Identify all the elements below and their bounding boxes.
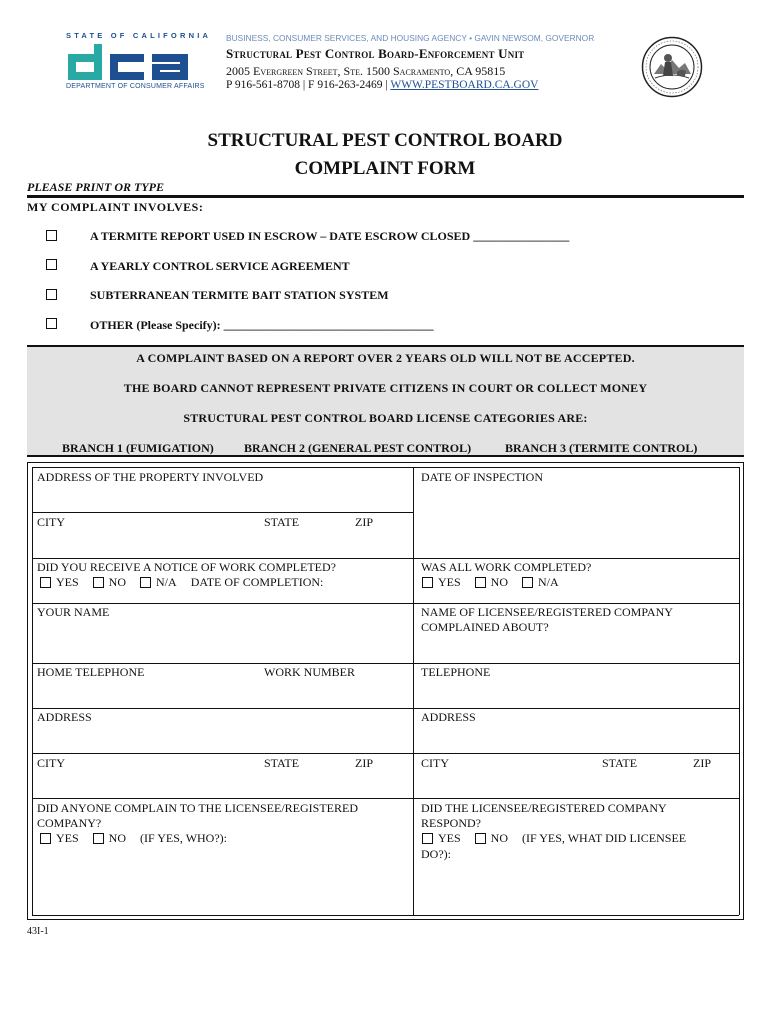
if-yes-what-continued: DO?): xyxy=(421,847,451,861)
licensee-name-label-1[interactable]: NAME OF LICENSEE/REGISTERED COMPANY xyxy=(421,605,673,619)
complain-no-label: NO xyxy=(108,831,127,845)
row-sep-6 xyxy=(32,798,739,799)
anyone-complain-question-2: COMPANY? xyxy=(37,816,102,830)
please-print-note: PLEASE PRINT OR TYPE xyxy=(27,180,165,194)
licensee-respond-options xyxy=(422,831,686,846)
notice-panel xyxy=(27,345,744,457)
licensee-name-label-2: COMPLAINED ABOUT? xyxy=(421,620,549,634)
all-work-no-checkbox[interactable] xyxy=(475,577,486,588)
board-address: 2005 Evergreen Street, Ste. 1500 Sacramento, CA 95815 xyxy=(226,64,506,78)
licensee-respond-question-2: RESPOND? xyxy=(421,816,482,830)
property-state-field[interactable]: STATE xyxy=(264,515,300,529)
all-work-no-label: NO xyxy=(490,575,509,589)
row-sep-4 xyxy=(32,708,739,709)
notice-na-checkbox[interactable] xyxy=(140,577,151,588)
your-state-field[interactable]: STATE xyxy=(264,756,300,770)
if-yes-what-field[interactable]: (IF YES, WHAT DID LICENSEE xyxy=(522,831,687,845)
property-address-field[interactable]: ADDRESS OF THE PROPERTY INVOLVED xyxy=(37,470,264,484)
notice-license-categories: STRUCTURAL PEST CONTROL BOARD LICENSE CATEGORIES ARE: xyxy=(183,411,588,425)
branch-3: BRANCH 3 (TERMITE CONTROL) xyxy=(505,441,698,455)
grid-inner-bottom xyxy=(32,915,739,916)
anyone-complain-options xyxy=(40,831,227,846)
notice-two-years: A COMPLAINT BASED ON A REPORT OVER 2 YEARS OLD WILL NOT BE ACCEPTED. xyxy=(136,351,635,365)
dca-logo-icon xyxy=(66,42,206,82)
all-work-completed-question: WAS ALL WORK COMPLETED? xyxy=(421,560,592,574)
department-of-consumer-affairs-text: DEPARTMENT OF CONSUMER AFFAIRS xyxy=(66,83,205,90)
all-work-yes-label: YES xyxy=(438,575,461,589)
website-link[interactable]: WWW.PESTBOARD.CA.GOV xyxy=(390,79,539,91)
other-checkbox[interactable] xyxy=(46,318,57,329)
complain-no-checkbox[interactable] xyxy=(93,833,104,844)
licensee-zip-field[interactable]: ZIP xyxy=(693,756,711,770)
grid-inner-right xyxy=(739,467,740,915)
yearly-agreement-label: A YEARLY CONTROL SERVICE AGREEMENT xyxy=(90,259,350,273)
your-name-field[interactable]: YOUR NAME xyxy=(37,605,110,619)
licensee-state-field[interactable]: STATE xyxy=(602,756,638,770)
notice-na-label: N/A xyxy=(156,575,177,589)
all-work-na-label: N/A xyxy=(538,575,559,589)
other-label: OTHER (Please Specify): ___________________________________ xyxy=(90,318,434,332)
licensee-respond-question-1: DID THE LICENSEE/REGISTERED COMPANY xyxy=(421,801,667,815)
licensee-telephone-field[interactable]: TELEPHONE xyxy=(421,665,491,679)
branch-1: BRANCH 1 (FUMIGATION) xyxy=(62,441,214,455)
form-title-line2: COMPLAINT FORM xyxy=(294,158,476,179)
date-of-completion-field[interactable]: DATE OF COMPLETION: xyxy=(190,575,324,589)
board-name: Structural Pest Control Board-Enforcement Unit xyxy=(226,46,525,61)
yearly-agreement-checkbox[interactable] xyxy=(46,259,57,270)
respond-no-label: NO xyxy=(490,831,509,845)
row-sep-1 xyxy=(32,558,739,559)
notice-no-court: THE BOARD CANNOT REPRESENT PRIVATE CITIZENS IN COURT OR COLLECT MONEY xyxy=(123,381,648,395)
if-yes-who-field[interactable]: (IF YES, WHO?): xyxy=(140,831,228,845)
phone-fax: P 916-561-8708 | F 916-263-2469 | xyxy=(226,79,391,91)
anyone-complain-question-1: DID ANYONE COMPLAIN TO THE LICENSEE/REGISTERED xyxy=(37,801,358,815)
respond-no-checkbox[interactable] xyxy=(475,833,486,844)
grid-inner-left xyxy=(32,467,33,915)
respond-yes-label: YES xyxy=(438,831,461,845)
form-number: 43I-1 xyxy=(27,926,49,937)
section-divider xyxy=(27,195,744,198)
grid-inner-top xyxy=(32,467,739,468)
branch-2: BRANCH 2 (GENERAL PEST CONTROL) xyxy=(244,441,472,455)
bait-station-label: SUBTERRANEAN TERMITE BAIT STATION SYSTEM xyxy=(90,288,389,302)
notice-no-label: NO xyxy=(108,575,127,589)
notice-no-checkbox[interactable] xyxy=(93,577,104,588)
notice-yes-checkbox[interactable] xyxy=(40,577,51,588)
licensee-address-field[interactable]: ADDRESS xyxy=(421,710,476,724)
bait-station-checkbox[interactable] xyxy=(46,289,57,300)
row-sep-3 xyxy=(32,663,739,664)
your-zip-field[interactable]: ZIP xyxy=(355,756,373,770)
termite-report-label: A TERMITE REPORT USED IN ESCROW – DATE ESCROW CLOSED ________________ xyxy=(90,229,570,243)
your-city-field[interactable]: CITY xyxy=(37,756,65,770)
notice-work-completed-question: DID YOU RECEIVE A NOTICE OF WORK COMPLETED? xyxy=(37,560,336,574)
row-sep-address xyxy=(32,512,413,513)
form-title-line1: STRUCTURAL PEST CONTROL BOARD xyxy=(207,130,563,151)
complaint-form-grid xyxy=(27,462,744,920)
agency-line: BUSINESS, CONSUMER SERVICES, AND HOUSING AGENCY • GAVIN NEWSOM, GOVERNOR xyxy=(226,33,595,43)
home-telephone-field[interactable]: HOME TELEPHONE xyxy=(37,665,145,679)
work-number-field[interactable]: WORK NUMBER xyxy=(264,665,356,679)
date-of-inspection-field[interactable]: DATE OF INSPECTION xyxy=(421,470,544,484)
termite-report-checkbox[interactable] xyxy=(46,230,57,241)
notice-work-completed-options xyxy=(40,575,323,590)
all-work-na-checkbox[interactable] xyxy=(522,577,533,588)
state-of-california-text: STATE OF CALIFORNIA xyxy=(66,31,212,40)
licensee-city-field[interactable]: CITY xyxy=(421,756,449,770)
respond-yes-checkbox[interactable] xyxy=(422,833,433,844)
row-sep-5 xyxy=(32,753,739,754)
complaint-involves-heading: MY COMPLAINT INVOLVES: xyxy=(27,200,204,214)
complain-yes-checkbox[interactable] xyxy=(40,833,51,844)
your-address-field[interactable]: ADDRESS xyxy=(37,710,92,724)
all-work-completed-options xyxy=(422,575,559,590)
property-city-field[interactable]: CITY xyxy=(37,515,65,529)
complain-yes-label: YES xyxy=(56,831,79,845)
board-contact xyxy=(226,79,538,91)
state-seal-icon xyxy=(641,36,703,98)
row-sep-2 xyxy=(32,603,739,604)
notice-yes-label: YES xyxy=(56,575,79,589)
property-zip-field[interactable]: ZIP xyxy=(355,515,373,529)
all-work-yes-checkbox[interactable] xyxy=(422,577,433,588)
grid-center-divider xyxy=(413,467,414,915)
